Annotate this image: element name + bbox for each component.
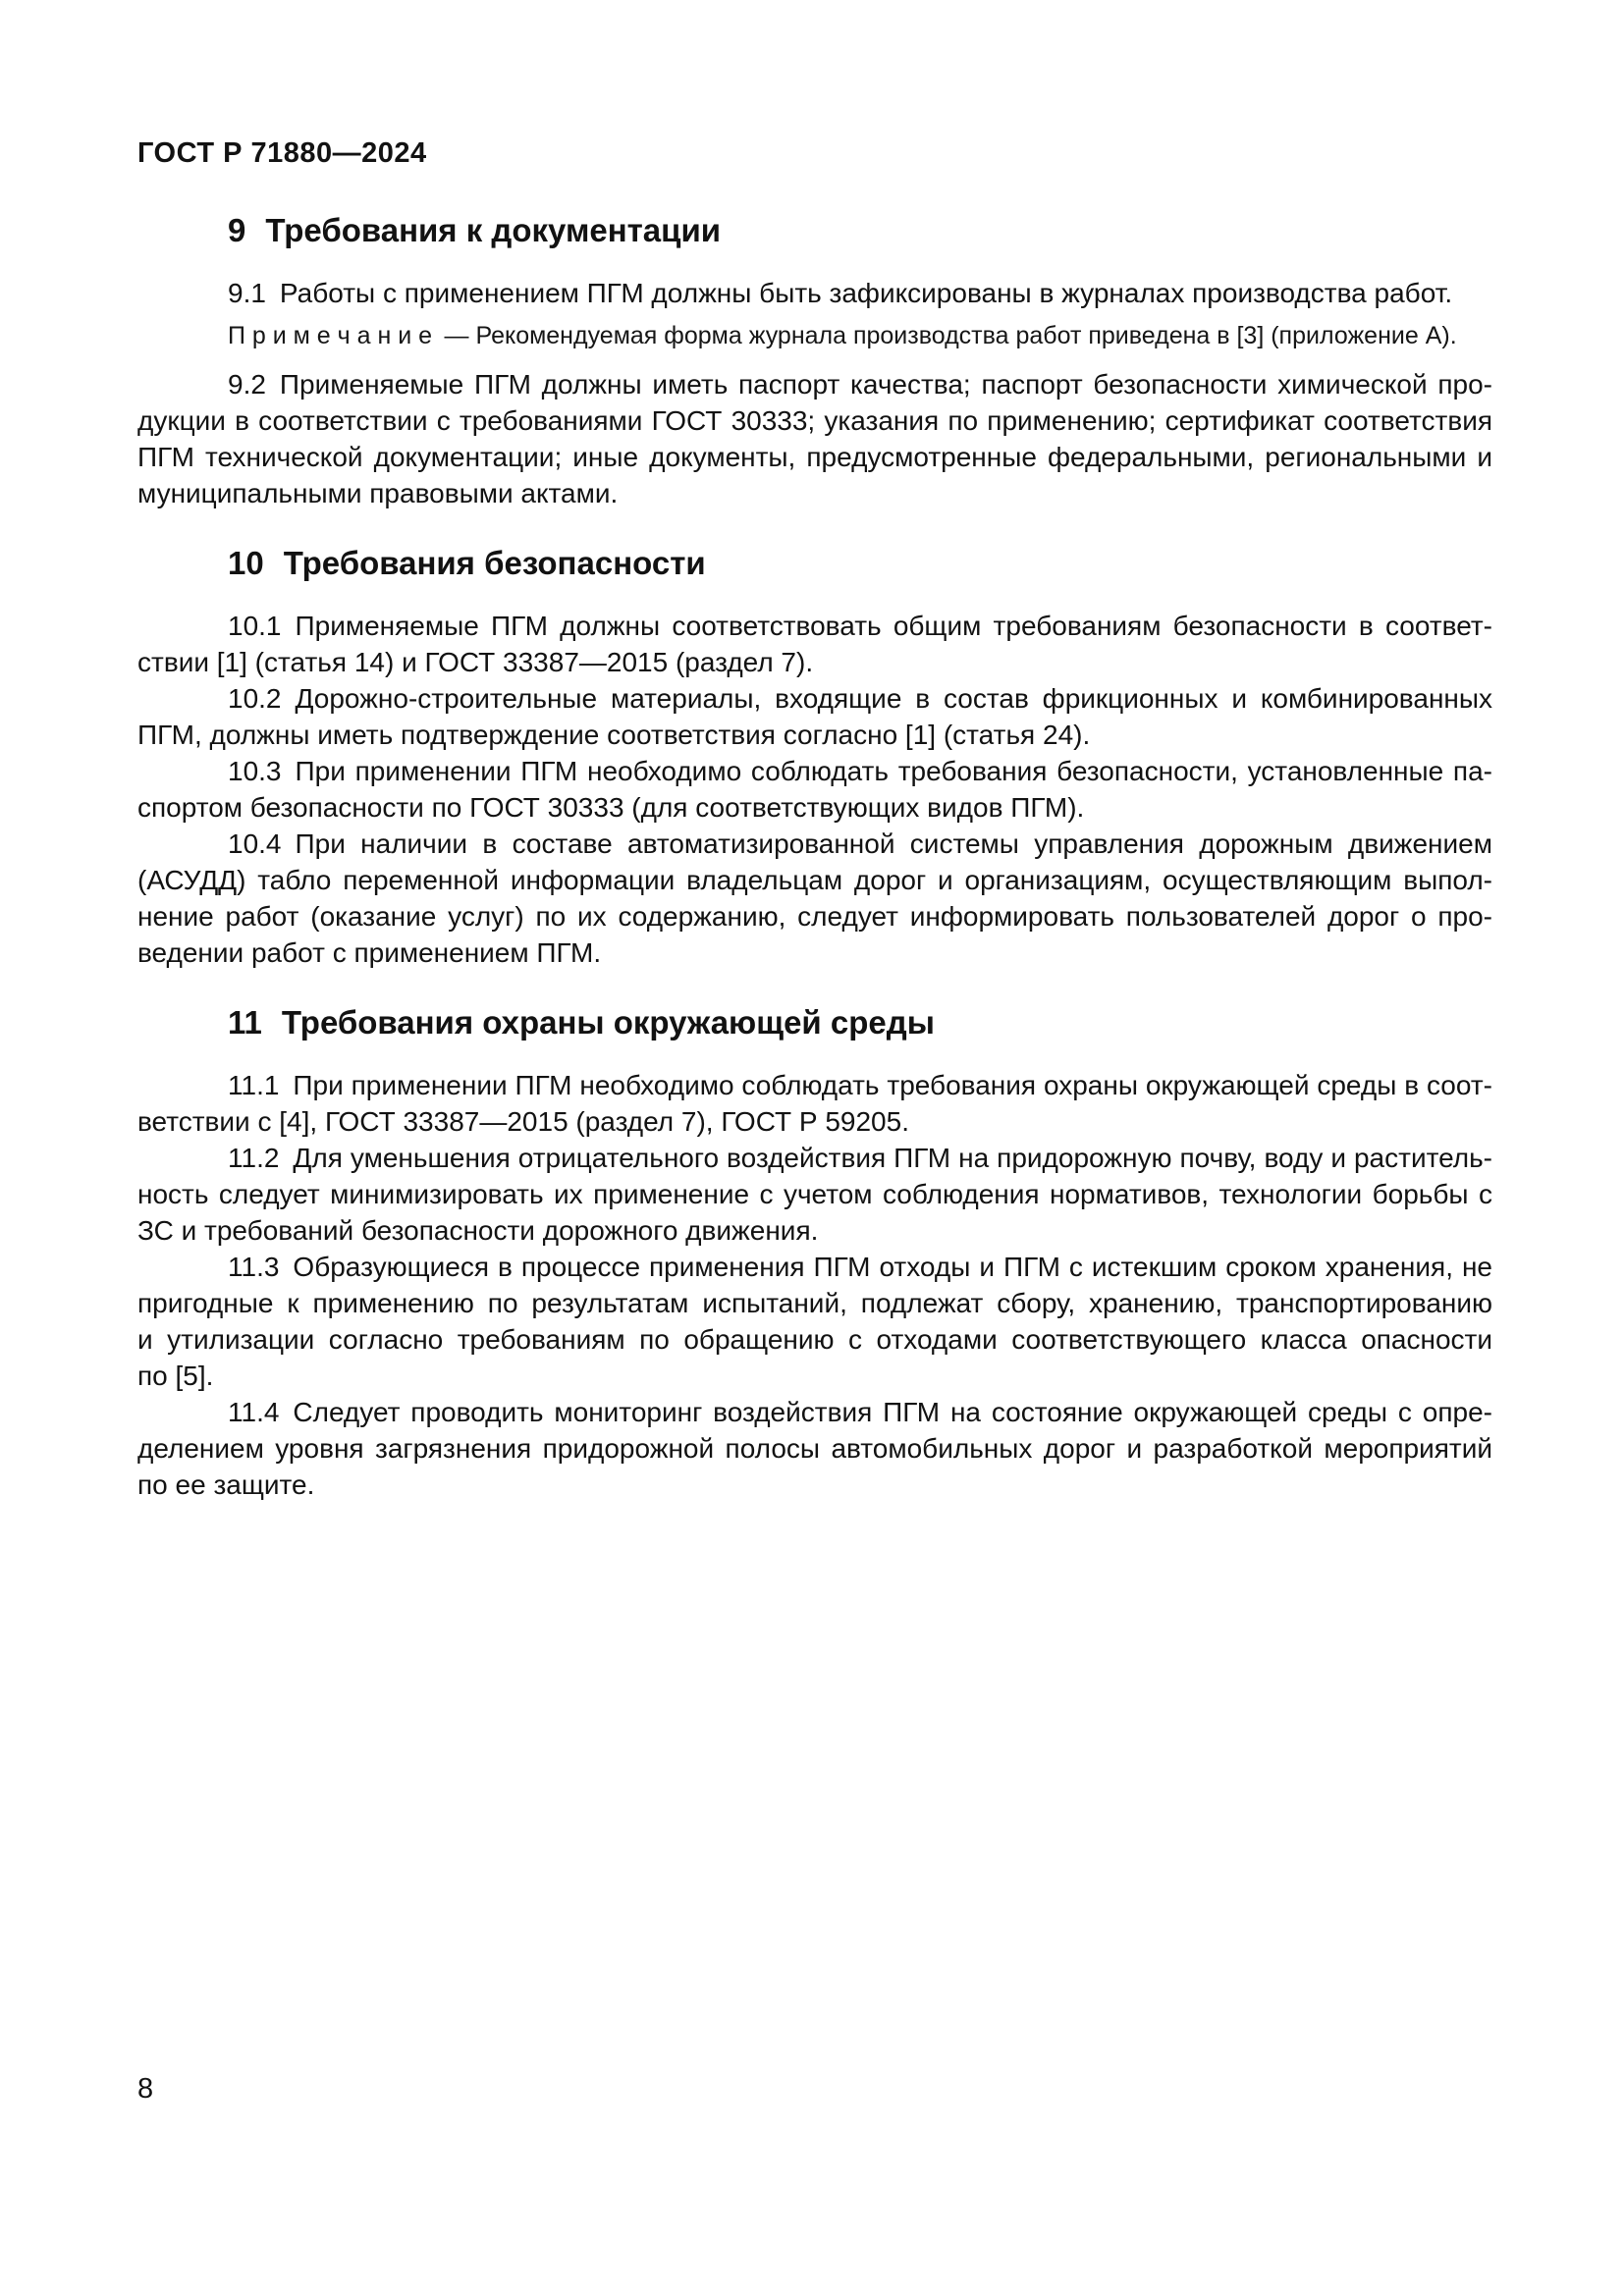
paragraph-line: 11.1 При применении ПГМ необходимо соблюдать требования охраны окружающей среды в соот- bbox=[228, 1070, 1492, 1100]
paragraph-line: ПГМ технической документации; иные документы, предусмотренные федеральными, региональными и bbox=[137, 442, 1492, 472]
section-number: 11 bbox=[228, 1004, 262, 1041]
paragraph-line: ПГМ, должны иметь подтверждение соответствия согласно [1] (статья 24). bbox=[137, 720, 1091, 750]
paragraph bbox=[137, 608, 1492, 680]
paragraph-line: 11.4 Следует проводить мониторинг воздействия ПГМ на состояние окружающей среды с опре- bbox=[228, 1397, 1492, 1427]
section-title-text: Требования безопасности bbox=[283, 545, 706, 581]
paragraph-line: дукции в соответствии с требованиями ГОСТ 30333; указания по применению; сертификат соответствия bbox=[137, 405, 1492, 436]
section-title-text: Требования охраны окружающей среды bbox=[281, 1004, 935, 1041]
paragraph-line: делением уровня загрязнения придорожной полосы автомобильных дорог и разработкой мероприятий bbox=[137, 1433, 1492, 1464]
paragraph-line: 10.4 При наличии в составе автоматизированной системы управления дорожным движением bbox=[228, 828, 1492, 859]
paragraph bbox=[137, 1067, 1492, 1140]
paragraph bbox=[137, 680, 1492, 753]
section-number: 10 bbox=[228, 545, 264, 581]
section-heading bbox=[137, 545, 1492, 582]
paragraph bbox=[137, 826, 1492, 971]
paragraph-line: по ее защите. bbox=[137, 1469, 315, 1500]
page-number: 8 bbox=[137, 2073, 154, 2105]
document-section bbox=[137, 212, 1492, 511]
paragraph-line: ствии [1] (статья 14) и ГОСТ 33387—2015 (раздел 7). bbox=[137, 647, 814, 677]
paragraph-line: ветствии с [4], ГОСТ 33387—2015 (раздел 7), ГОСТ Р 59205. bbox=[137, 1106, 909, 1137]
paragraph bbox=[137, 1140, 1492, 1249]
paragraph-line: 9.1 Работы с применением ПГМ должны быть зафиксированы в журналах производства работ. bbox=[228, 278, 1453, 308]
paragraph-line: 10.3 При применении ПГМ необходимо соблюдать требования безопасности, установленные па- bbox=[228, 756, 1492, 786]
section-number: 9 bbox=[228, 212, 246, 248]
paragraph-line: ЗС и требований безопасности дорожного движения. bbox=[137, 1215, 819, 1246]
paragraph-line: спортом безопасности по ГОСТ 30333 (для соответствующих видов ПГМ). bbox=[137, 792, 1085, 823]
running-header: ГОСТ Р 71880—2024 bbox=[137, 137, 427, 169]
paragraph-line: 10.1 Применяемые ПГМ должны соответствовать общим требованиям безопасности в соответ- bbox=[228, 611, 1492, 641]
paragraph bbox=[137, 753, 1492, 826]
paragraph bbox=[137, 1249, 1492, 1394]
paragraph-line: (АСУДД) табло переменной информации владельцам дорог и организациям, осуществляющим выпол- bbox=[137, 865, 1492, 895]
paragraph-line: ведении работ с применением ПГМ. bbox=[137, 937, 602, 968]
paragraph-line: и утилизации согласно требованиям по обращению с отходами соответствующего класса опасности bbox=[137, 1324, 1492, 1355]
paragraph bbox=[137, 1394, 1492, 1503]
paragraph-line: 10.2 Дорожно-строительные материалы, входящие в состав фрикционных и комбинированных bbox=[228, 683, 1492, 714]
paragraph-line: нение работ (оказание услуг) по их содержанию, следует информировать пользователей дорог о про- bbox=[137, 901, 1492, 932]
document-section bbox=[137, 1004, 1492, 1503]
paragraph-line: П р и м е ч а н и е — Рекомендуемая форма журнала производства работ приведена в [3] (приложение А). bbox=[228, 322, 1457, 349]
paragraph-line: по [5]. bbox=[137, 1361, 214, 1391]
paragraph-line: муниципальными правовыми актами. bbox=[137, 478, 619, 508]
section-heading bbox=[137, 1004, 1492, 1041]
note-paragraph bbox=[137, 320, 1492, 351]
section-heading bbox=[137, 212, 1492, 249]
paragraph-line: ность следует минимизировать их применение с учетом соблюдения нормативов, технологии борьбы с bbox=[137, 1179, 1492, 1209]
paragraph-line: пригодные к применению по результатам испытаний, подлежат сбору, хранению, транспортированию bbox=[137, 1288, 1492, 1318]
paragraph-line: 11.2 Для уменьшения отрицательного воздействия ПГМ на придорожную почву, воду и раститель- bbox=[228, 1143, 1492, 1173]
paragraph-line: 9.2 Применяемые ПГМ должны иметь паспорт качества; паспорт безопасности химической про- bbox=[228, 369, 1492, 400]
paragraph bbox=[137, 366, 1492, 511]
paragraph bbox=[137, 275, 1492, 311]
document-section bbox=[137, 545, 1492, 971]
paragraph-line: 11.3 Образующиеся в процессе применения ПГМ отходы и ПГМ с истекшим сроком хранения, не bbox=[228, 1252, 1492, 1282]
document-body bbox=[137, 179, 1492, 1503]
section-title-text: Требования к документации bbox=[265, 212, 722, 248]
